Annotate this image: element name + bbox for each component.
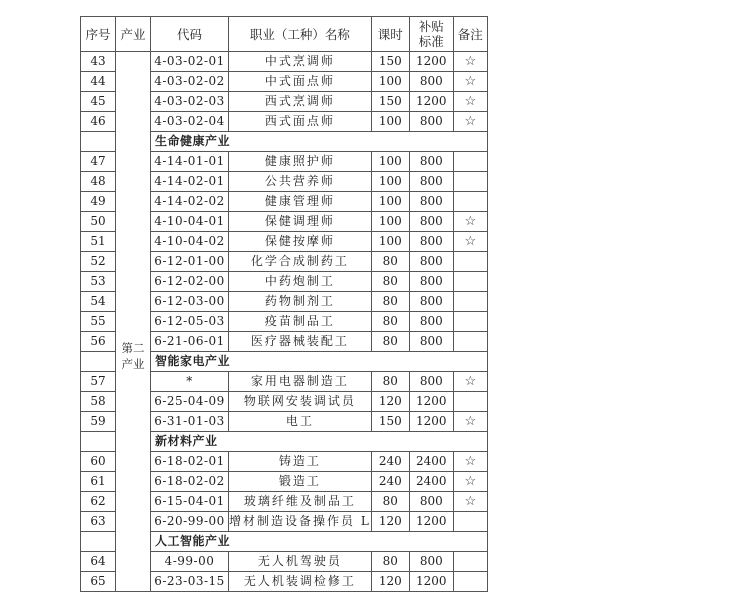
cell-remark	[453, 192, 487, 212]
cell-seq: 60	[81, 452, 116, 472]
cell-code: 6-21-06-01	[151, 332, 229, 352]
cell-code: 6-12-05-03	[151, 312, 229, 332]
cell-name: 中式烹调师	[229, 52, 372, 72]
cell-code: 4-03-02-03	[151, 92, 229, 112]
cell-name: 中药炮制工	[229, 272, 372, 292]
cell-subsidy: 1200	[409, 412, 453, 432]
cell-code: *	[151, 372, 229, 392]
cell-subsidy: 1200	[409, 392, 453, 412]
cell-seq: 50	[81, 212, 116, 232]
cell-remark: ☆	[453, 372, 487, 392]
cell-seq: 45	[81, 92, 116, 112]
cell-code: 4-14-02-01	[151, 172, 229, 192]
cell-subsidy: 1200	[409, 512, 453, 532]
cell-seq-empty	[81, 352, 116, 372]
cell-hours: 80	[371, 252, 409, 272]
cell-remark: ☆	[453, 452, 487, 472]
cell-seq: 46	[81, 112, 116, 132]
cell-name: 玻璃纤维及制品工	[229, 492, 372, 512]
cell-name: 保健调理师	[229, 212, 372, 232]
cell-remark: ☆	[453, 52, 487, 72]
cell-subsidy: 800	[409, 552, 453, 572]
cell-name: 健康照护师	[229, 152, 372, 172]
cell-subsidy: 800	[409, 172, 453, 192]
cell-subsidy: 800	[409, 312, 453, 332]
cell-name: 公共营养师	[229, 172, 372, 192]
cell-subsidy: 800	[409, 152, 453, 172]
cell-seq: 63	[81, 512, 116, 532]
cell-name: 电工	[229, 412, 372, 432]
cell-seq: 57	[81, 372, 116, 392]
cell-subsidy: 800	[409, 492, 453, 512]
cell-hours: 150	[371, 412, 409, 432]
cell-subsidy: 800	[409, 192, 453, 212]
header-code: 代码	[151, 17, 229, 52]
cell-name: 疫苗制品工	[229, 312, 372, 332]
cell-remark	[453, 252, 487, 272]
cell-code: 4-14-01-01	[151, 152, 229, 172]
cell-hours: 80	[371, 552, 409, 572]
cell-remark	[453, 312, 487, 332]
header-subsidy-line2: 标准	[418, 34, 444, 49]
cell-seq: 61	[81, 472, 116, 492]
cell-hours: 120	[371, 512, 409, 532]
header-subsidy	[409, 17, 453, 52]
cell-code: 6-23-03-15	[151, 572, 229, 592]
industry-cell	[116, 52, 151, 592]
header-hours: 课时	[371, 17, 409, 52]
cell-seq: 54	[81, 292, 116, 312]
cell-seq: 55	[81, 312, 116, 332]
cell-name: 医疗器械装配工	[229, 332, 372, 352]
cell-hours: 100	[371, 112, 409, 132]
header-remark: 备注	[453, 17, 487, 52]
cell-subsidy: 1200	[409, 52, 453, 72]
cell-code: 6-25-04-09	[151, 392, 229, 412]
industry-label: 第二产业	[121, 341, 145, 371]
header-row	[81, 17, 488, 52]
cell-subsidy: 1200	[409, 572, 453, 592]
cell-subsidy: 800	[409, 72, 453, 92]
subsidy-table-page	[80, 16, 488, 592]
cell-name: 化学合成制药工	[229, 252, 372, 272]
cell-subsidy: 2400	[409, 452, 453, 472]
cell-hours: 120	[371, 572, 409, 592]
cell-hours: 80	[371, 372, 409, 392]
cell-seq: 47	[81, 152, 116, 172]
cell-remark	[453, 172, 487, 192]
header-subsidy-line1: 补贴	[418, 19, 444, 34]
header-industry: 产业	[116, 17, 151, 52]
cell-seq: 52	[81, 252, 116, 272]
cell-subsidy: 1200	[409, 92, 453, 112]
cell-name: 药物制剂工	[229, 292, 372, 312]
section-title: 人工智能产业	[151, 532, 488, 552]
header-name: 职业（工种）名称	[229, 17, 372, 52]
cell-hours: 100	[371, 212, 409, 232]
cell-seq: 43	[81, 52, 116, 72]
cell-remark: ☆	[453, 112, 487, 132]
cell-subsidy: 800	[409, 112, 453, 132]
cell-name: 锻造工	[229, 472, 372, 492]
cell-hours: 240	[371, 452, 409, 472]
cell-name: 中式面点师	[229, 72, 372, 92]
cell-remark: ☆	[453, 232, 487, 252]
cell-hours: 100	[371, 172, 409, 192]
cell-hours: 120	[371, 392, 409, 412]
occupation-subsidy-table	[80, 16, 488, 592]
cell-seq: 65	[81, 572, 116, 592]
cell-hours: 100	[371, 152, 409, 172]
cell-remark	[453, 332, 487, 352]
cell-remark	[453, 552, 487, 572]
cell-code: 4-99-00	[151, 552, 229, 572]
cell-hours: 80	[371, 312, 409, 332]
cell-remark	[453, 392, 487, 412]
cell-seq: 56	[81, 332, 116, 352]
cell-remark: ☆	[453, 212, 487, 232]
cell-code: 4-10-04-02	[151, 232, 229, 252]
cell-hours: 80	[371, 292, 409, 312]
cell-name: 西式烹调师	[229, 92, 372, 112]
cell-name: 增材制造设备操作员 L	[229, 512, 372, 532]
cell-remark	[453, 272, 487, 292]
cell-name: 健康管理师	[229, 192, 372, 212]
cell-code: 4-03-02-02	[151, 72, 229, 92]
cell-hours: 240	[371, 472, 409, 492]
cell-seq: 51	[81, 232, 116, 252]
cell-code: 6-12-02-00	[151, 272, 229, 292]
cell-hours: 80	[371, 272, 409, 292]
cell-code: 4-10-04-01	[151, 212, 229, 232]
cell-code: 6-20-99-00	[151, 512, 229, 532]
cell-hours: 80	[371, 492, 409, 512]
cell-code: 6-12-01-00	[151, 252, 229, 272]
cell-subsidy: 800	[409, 372, 453, 392]
cell-remark: ☆	[453, 472, 487, 492]
cell-name: 西式面点师	[229, 112, 372, 132]
cell-remark	[453, 152, 487, 172]
cell-code: 6-31-01-03	[151, 412, 229, 432]
cell-remark: ☆	[453, 412, 487, 432]
cell-seq: 44	[81, 72, 116, 92]
cell-seq-empty	[81, 432, 116, 452]
cell-hours: 80	[371, 332, 409, 352]
cell-subsidy: 800	[409, 332, 453, 352]
cell-subsidy: 2400	[409, 472, 453, 492]
cell-name: 物联网安装调试员	[229, 392, 372, 412]
section-title: 智能家电产业	[151, 352, 488, 372]
cell-subsidy: 800	[409, 292, 453, 312]
cell-name: 家用电器制造工	[229, 372, 372, 392]
header-seq: 序号	[81, 17, 116, 52]
section-title: 新材料产业	[151, 432, 488, 452]
table-row	[81, 52, 488, 72]
cell-seq: 49	[81, 192, 116, 212]
cell-seq: 48	[81, 172, 116, 192]
cell-hours: 100	[371, 192, 409, 212]
cell-code: 4-03-02-01	[151, 52, 229, 72]
cell-remark	[453, 292, 487, 312]
cell-seq-empty	[81, 532, 116, 552]
cell-remark: ☆	[453, 72, 487, 92]
cell-remark	[453, 572, 487, 592]
cell-seq: 59	[81, 412, 116, 432]
section-title: 生命健康产业	[151, 132, 488, 152]
cell-remark	[453, 512, 487, 532]
cell-subsidy: 800	[409, 252, 453, 272]
cell-name: 铸造工	[229, 452, 372, 472]
cell-code: 6-15-04-01	[151, 492, 229, 512]
cell-hours: 100	[371, 72, 409, 92]
cell-subsidy: 800	[409, 232, 453, 252]
cell-remark: ☆	[453, 92, 487, 112]
cell-code: 6-12-03-00	[151, 292, 229, 312]
cell-hours: 150	[371, 52, 409, 72]
cell-name: 保健按摩师	[229, 232, 372, 252]
cell-code: 6-18-02-01	[151, 452, 229, 472]
cell-seq: 53	[81, 272, 116, 292]
cell-name: 无人机驾驶员	[229, 552, 372, 572]
cell-seq: 62	[81, 492, 116, 512]
cell-seq: 64	[81, 552, 116, 572]
cell-name: 无人机装调检修工	[229, 572, 372, 592]
table-body	[81, 52, 488, 592]
cell-hours: 100	[371, 232, 409, 252]
cell-remark: ☆	[453, 492, 487, 512]
cell-seq-empty	[81, 132, 116, 152]
cell-code: 6-18-02-02	[151, 472, 229, 492]
cell-subsidy: 800	[409, 212, 453, 232]
cell-code: 4-03-02-04	[151, 112, 229, 132]
cell-subsidy: 800	[409, 272, 453, 292]
cell-hours: 150	[371, 92, 409, 112]
cell-seq: 58	[81, 392, 116, 412]
cell-code: 4-14-02-02	[151, 192, 229, 212]
